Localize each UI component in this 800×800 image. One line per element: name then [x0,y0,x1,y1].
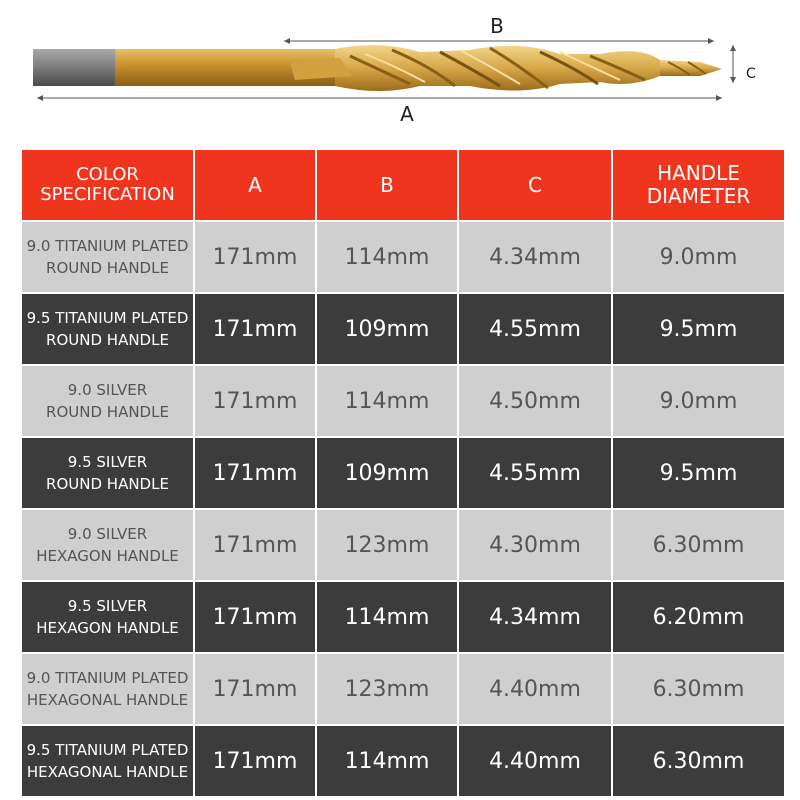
table-row [22,366,784,436]
header-row [22,150,784,220]
cell-handle: 6.30mm [613,654,784,724]
cell-b: 114mm [317,222,457,292]
table-row [22,222,784,292]
cell-c: 4.55mm [459,438,611,508]
cell-b: 114mm [317,726,457,796]
cell-handle: 6.30mm [613,510,784,580]
cell-b: 123mm [317,654,457,724]
cell-b: 109mm [317,438,457,508]
cell-c: 4.34mm [459,582,611,652]
table-row [22,438,784,508]
header-c: C [459,150,611,220]
drill-bit-diagram [0,0,800,140]
table-row [22,726,784,796]
cell-b: 114mm [317,366,457,436]
dimension-c [730,45,756,83]
header-handle-diameter: HANDLE DIAMETER [613,150,784,220]
cell-b: 109mm [317,294,457,364]
cell-handle: 9.0mm [613,366,784,436]
cell-spec: 9.0 SILVER ROUND HANDLE [22,366,193,436]
cell-a: 171mm [195,438,315,508]
cell-a: 171mm [195,222,315,292]
drill-flutes [290,45,660,91]
cell-spec: 9.0 TITANIUM PLATED ROUND HANDLE [22,222,193,292]
cell-a: 171mm [195,726,315,796]
header-a: A [195,150,315,220]
cell-handle: 9.5mm [613,294,784,364]
dimension-a-label: A [400,102,414,126]
cell-a: 171mm [195,366,315,436]
cell-a: 171mm [195,654,315,724]
dimension-b-label: B [490,14,504,38]
header-color-specification: COLOR SPECIFICATION [22,150,193,220]
cell-c: 4.30mm [459,510,611,580]
cell-spec: 9.5 SILVER HEXAGON HANDLE [22,582,193,652]
cell-a: 171mm [195,294,315,364]
cell-b: 123mm [317,510,457,580]
cell-c: 4.40mm [459,654,611,724]
cell-c: 4.40mm [459,726,611,796]
cell-spec: 9.0 TITANIUM PLATED HEXAGONAL HANDLE [22,654,193,724]
cell-spec: 9.5 SILVER ROUND HANDLE [22,438,193,508]
table-row [22,294,784,364]
header-b: B [317,150,457,220]
cell-spec: 9.5 TITANIUM PLATED HEXAGONAL HANDLE [22,726,193,796]
drill-tip [660,60,722,76]
table-row [22,582,784,652]
table-row [22,654,784,724]
table-row [22,510,784,580]
cell-c: 4.34mm [459,222,611,292]
cell-handle: 6.30mm [613,726,784,796]
dimension-c-label: C [746,66,756,82]
cell-a: 171mm [195,510,315,580]
drill-shank [33,49,115,86]
dimension-a [37,95,722,126]
cell-spec: 9.5 TITANIUM PLATED ROUND HANDLE [22,294,193,364]
cell-handle: 9.0mm [613,222,784,292]
spec-table [20,148,786,798]
cell-b: 114mm [317,582,457,652]
cell-handle: 6.20mm [613,582,784,652]
cell-c: 4.50mm [459,366,611,436]
dimension-b [284,14,714,44]
cell-a: 171mm [195,582,315,652]
cell-c: 4.55mm [459,294,611,364]
cell-spec: 9.0 SILVER HEXAGON HANDLE [22,510,193,580]
cell-handle: 9.5mm [613,438,784,508]
